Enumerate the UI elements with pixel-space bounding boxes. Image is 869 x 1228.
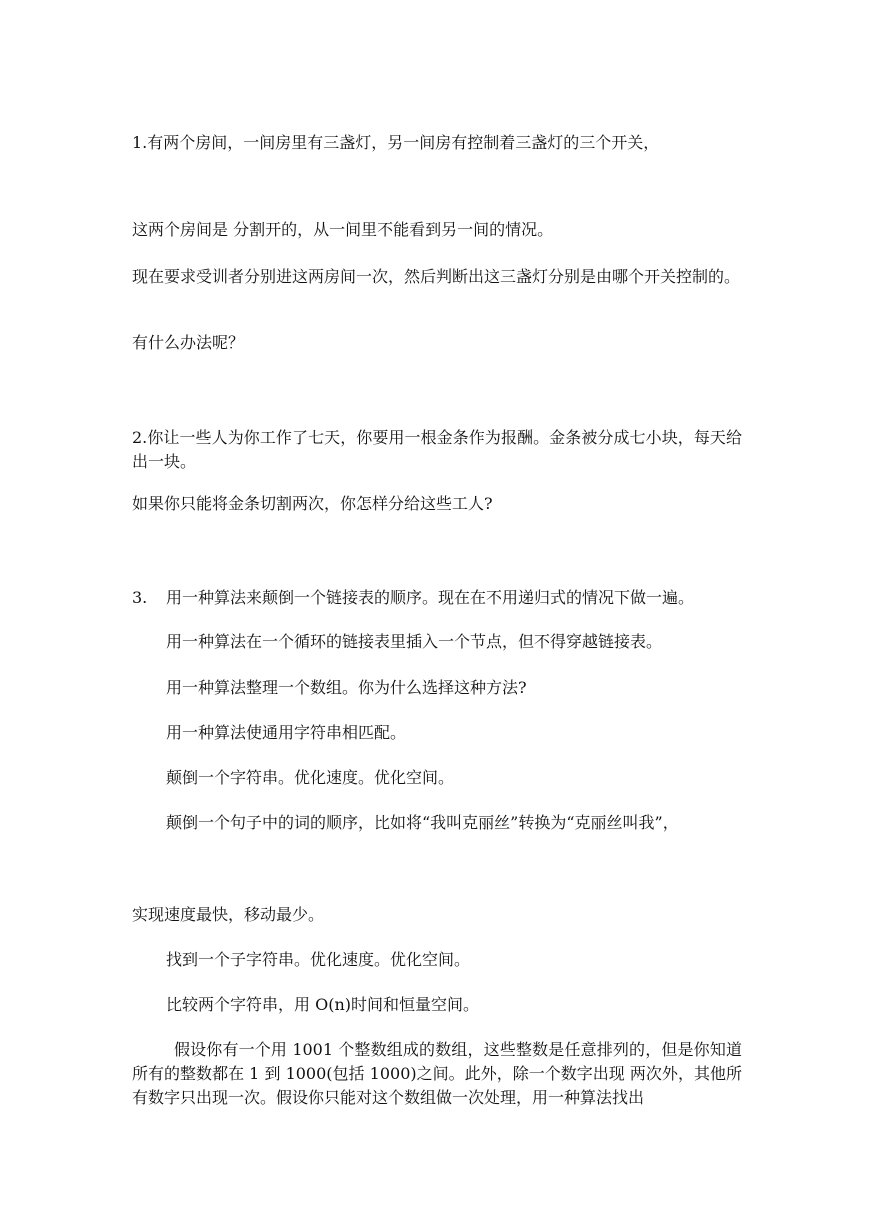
algorithm-item-find-substring: 找到一个子字符串。优化速度。优化空间。 [166, 950, 471, 969]
paragraph-q2-intro: 2.你让一些人为你工作了七天，你要用一根金条作为报酬。金条被分成七小块，每天给出一块。 [132, 428, 742, 471]
paragraph-q1-requirement: 现在要求受训者分别进这两房间一次，然后判断出这三盏灯分别是由哪个开关控制的。 [132, 267, 741, 286]
paragraph-q2-question: 如果你只能将金条切割两次，你怎样分给这些工人? [132, 494, 493, 513]
paragraph-q1-separation: 这两个房间是 分割开的，从一间里不能看到另一间的情况。 [132, 220, 554, 239]
paragraph-speed-note: 实现速度最快，移动最少。 [132, 905, 325, 924]
algorithm-item-insert-node: 用一种算法在一个循环的链接表里插入一个节点，但不得穿越链接表。 [166, 632, 663, 651]
paragraph-array-duplicate: 假设你有一个用 1001 个整数组成的数组，这些整数是任意排列的，但是你知道所有的整数都在 1 到 1000(包括 1000)之间。此外，除一个数字出现 两次外，其他所有数字只出现一次。假设你只能对这个数组做一次处理，用一种算法找出 [132, 1040, 742, 1107]
algorithm-item-reverse-string: 颠倒一个字符串。优化速度。优化空间。 [166, 768, 455, 787]
algorithm-item-compare-strings: 比较两个字符串，用 O(n)时间和恒量空间。 [166, 995, 479, 1014]
paragraph-q1-question: 有什么办法呢？ [132, 333, 245, 352]
algorithm-item-reverse-sentence: 颠倒一个句子中的词的顺序，比如将“我叫克丽丝”转换为“克丽丝叫我”， [166, 813, 679, 832]
paragraph-q1-intro: 1.有两个房间，一间房里有三盏灯，另一间房有控制着三盏灯的三个开关， [132, 133, 660, 152]
question-number-3: 3. [132, 588, 148, 607]
algorithm-item-sort-array: 用一种算法整理一个数组。你为什么选择这种方法? [166, 678, 527, 697]
algorithm-item-string-match: 用一种算法使通用字符串相匹配。 [166, 723, 407, 742]
algorithm-item-reverse-linked-list: 用一种算法来颠倒一个链接表的顺序。现在在不用递归式的情况下做一遍。 [166, 588, 695, 607]
